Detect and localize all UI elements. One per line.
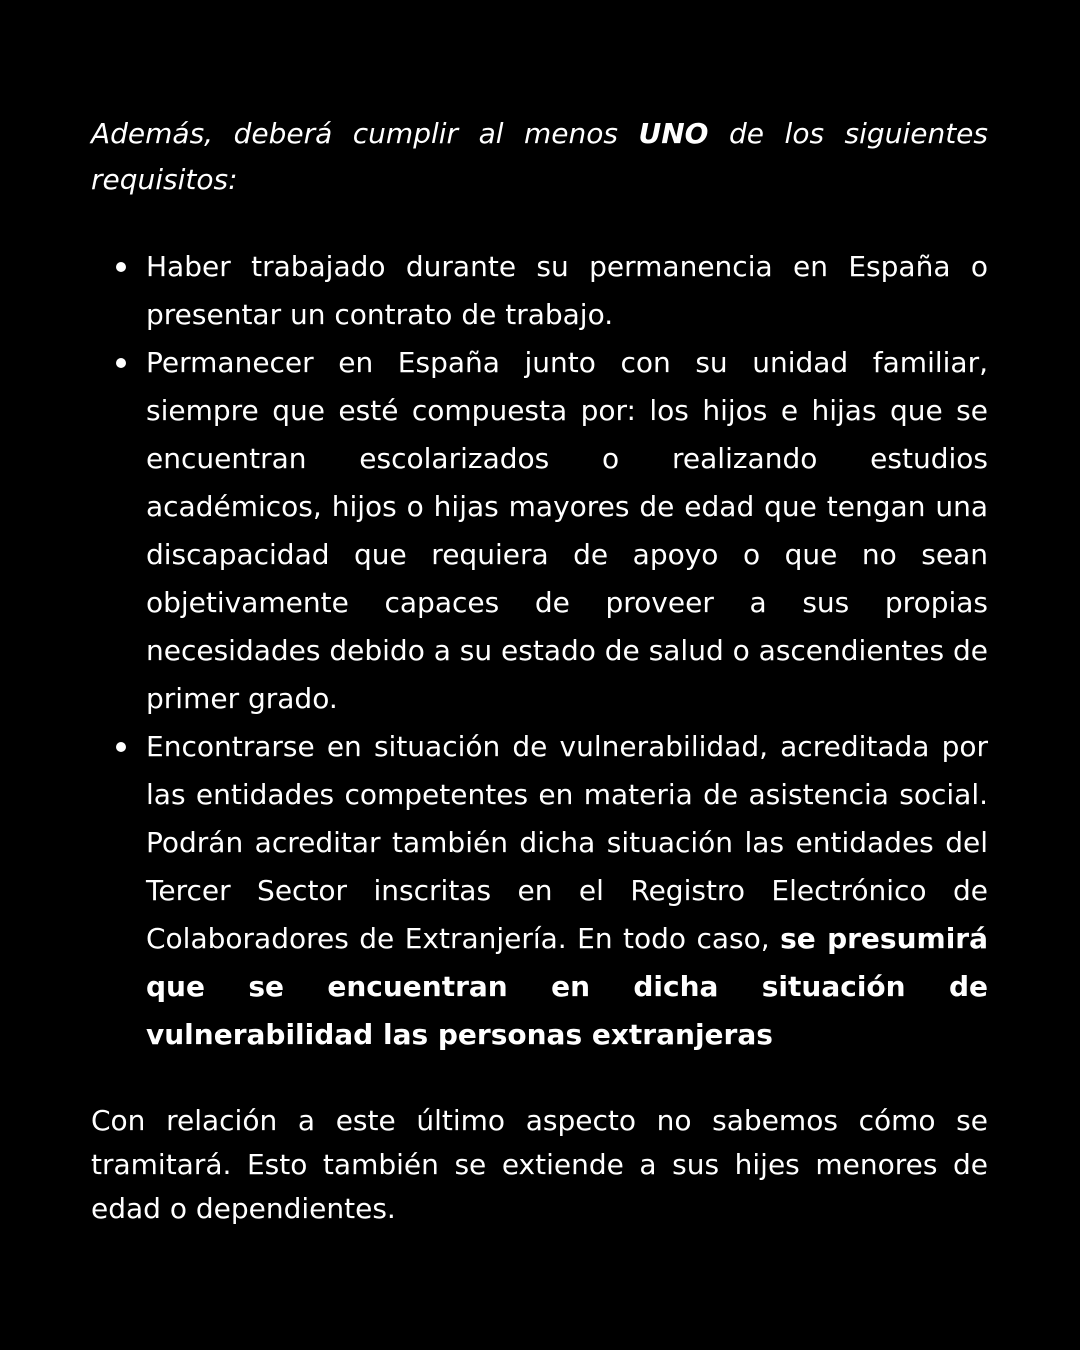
- requirement-item: [91, 339, 988, 723]
- document-body: [91, 111, 988, 1231]
- requirement-bold-text: se presumirá que se encuentran en dicha situación de vulnerabilidad las personas extranjeras: [146, 922, 988, 1051]
- requirements-list: [91, 243, 988, 1059]
- requirement-item: [91, 723, 988, 1059]
- bullet-icon: [116, 358, 126, 368]
- requirement-text: Permanecer en España junto con su unidad familiar, siempre que esté compuesta por: los hijos e hijas que se encuentran escolarizados o realizando estudios académicos, hijos o hijas mayores de edad que tengan una discapacidad que requiera de apoyo o que no sean objetivamente capaces de proveer a sus propias necesidades debido a su estado de salud o ascendientes de primer grado.: [146, 346, 988, 715]
- bullet-icon: [116, 262, 126, 272]
- requirement-item: [91, 243, 988, 339]
- requirement-text: Haber trabajado durante su permanencia en España o presentar un contrato de trabajo.: [146, 250, 988, 331]
- intro-paragraph: [91, 111, 988, 203]
- closing-paragraph: Con relación a este último aspecto no sabemos cómo se tramitará. Esto también se extiende a sus hijes menores de edad o dependientes.: [91, 1104, 988, 1225]
- intro-emphasis: UNO: [638, 117, 709, 150]
- bullet-icon: [116, 742, 126, 752]
- requirement-text: Encontrarse en situación de vulnerabilidad, acreditada por las entidades competentes en materia de asistencia social. Podrán acreditar también dicha situación las entidades del Tercer Sector inscritas en el Registro Electrónico de Colaboradores de Extranjería. En todo caso,: [146, 730, 988, 955]
- intro-text-after: de los siguientes requisitos:: [91, 117, 988, 196]
- intro-text-before: Además, deberá cumplir al menos: [91, 117, 639, 150]
